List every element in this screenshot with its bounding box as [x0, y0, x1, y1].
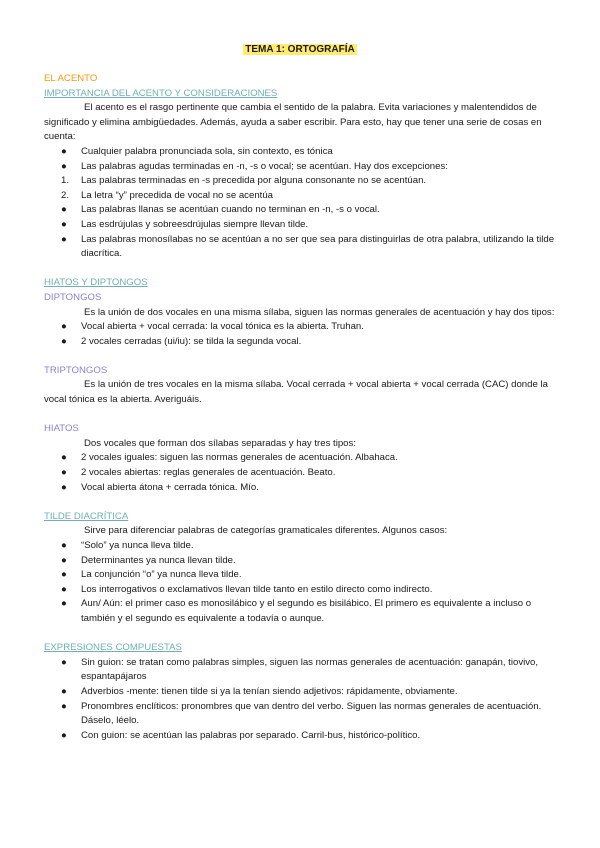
- section-heading-hiatos-diptongos: HIATOS Y DIPTONGOS: [44, 277, 148, 289]
- list-marker: ●: [61, 204, 67, 216]
- list-item: [44, 700, 559, 729]
- list-item-text: Las esdrújulas y sobreesdrújulas siempre llevan tilde.: [81, 218, 309, 230]
- list-marker: ●: [61, 218, 67, 230]
- list-item: [44, 656, 559, 685]
- list-item: [44, 451, 559, 466]
- list-item-text: Pronombres enclíticos: pronombres que van dentro del verbo. Siguen las normas generales de acentuación. Dáselo, léelo.: [81, 700, 542, 727]
- page-title: [0, 44, 600, 56]
- list-marker: ●: [61, 598, 67, 610]
- list-item: [44, 466, 559, 481]
- list-item: [44, 568, 559, 583]
- acento-list: [44, 145, 559, 262]
- list-item-text: Adverbios -mente: tienen tilde si ya la tenían siendo adjetivos: rápidamente, obviamente.: [81, 685, 458, 697]
- tilde-list: [44, 539, 559, 627]
- hiatos-list: [44, 451, 559, 495]
- list-item: [44, 203, 559, 218]
- list-item: [44, 729, 559, 744]
- list-item: [44, 160, 559, 175]
- list-item: [44, 539, 559, 554]
- list-item-text: Cualquier palabra pronunciada sola, sin contexto, es tónica: [81, 145, 333, 157]
- list-item-text: 2 vocales abiertas: reglas generales de acentuación. Beato.: [81, 467, 336, 479]
- list-marker: 2.: [61, 189, 70, 201]
- list-item: [44, 320, 559, 335]
- list-item: [44, 218, 559, 233]
- list-item-text: Las palabras agudas terminadas en -n, -s o vocal; se acentúan. Hay dos excepciones:: [81, 160, 448, 172]
- section-heading-tilde: TILDE DIACRÍTICA: [44, 510, 129, 522]
- triptongos-intro: Es la unión de tres vocales en la misma sílaba. Vocal cerrada + vocal abierta + vocal cerrada (CAC) donde la vocal tónica es la abierta. Averiguáis.: [44, 379, 548, 406]
- list-item-text: 2 vocales cerradas (ui/iu): se tilda la segunda vocal.: [81, 335, 302, 347]
- list-item-text: La conjunción “o” ya nunca lleva tilde.: [81, 569, 242, 581]
- list-item: [44, 233, 559, 262]
- list-item: [44, 174, 559, 189]
- section-heading-acento: EL ACENTO: [44, 73, 98, 84]
- list-marker: ●: [61, 685, 67, 697]
- list-item: [44, 145, 559, 160]
- list-item-text: Las palabras terminadas en -s precedida por alguna consonante no se acentúan.: [81, 175, 427, 187]
- list-marker: ●: [61, 481, 67, 493]
- list-item-text: Vocal abierta átona + cerrada tónica. Mío.: [81, 481, 259, 493]
- subheading-triptongos: TRIPTONGOS: [44, 364, 108, 376]
- list-item-text: Los interrogativos o exclamativos llevan tilde tanto en estilo directo como indirecto.: [81, 583, 433, 595]
- list-marker: ●: [61, 321, 67, 333]
- title-highlight: TEMA 1: ORTOGRAFÍA: [245, 44, 355, 55]
- document-body: [44, 72, 559, 743]
- list-marker: ●: [61, 700, 67, 712]
- list-item: [44, 481, 559, 496]
- list-marker: ●: [61, 160, 67, 172]
- list-item-text: Las palabras monosílabas no se acentúan a no ser que sea para distinguirlas de otra palabra, utilizando la tilde diacrítica.: [81, 233, 555, 260]
- list-marker: ●: [61, 540, 67, 551]
- list-item-text: Sin guion: se tratan como palabras simples, siguen las normas generales de acentuación: ganapán, tiovivo, espantapájaros: [81, 656, 539, 683]
- list-marker: ●: [61, 554, 67, 566]
- list-item-text: 2 vocales iguales: siguen las normas generales de acentuación. Albahaca.: [81, 452, 398, 464]
- list-marker: ●: [61, 335, 67, 347]
- list-item: [44, 335, 559, 350]
- list-item-text: “Solo” ya nunca lleva tilde.: [81, 540, 194, 551]
- list-item-text: Determinantes ya nunca llevan tilde.: [81, 554, 236, 566]
- list-marker: ●: [61, 233, 67, 245]
- list-marker: ●: [61, 452, 67, 464]
- subheading-importancia: IMPORTANCIA DEL ACENTO Y CONSIDERACIONES: [44, 87, 278, 99]
- list-item-text: Vocal abierta + vocal cerrada: la vocal tónica es la abierta. Truhan.: [81, 321, 364, 333]
- list-item: [44, 583, 559, 598]
- list-marker: ●: [61, 569, 67, 581]
- hiatos-intro: Dos vocales que forman dos sílabas separadas y hay tres tipos:: [84, 437, 356, 449]
- list-item-text: Las palabras llanas se acentúan cuando no terminan en -n, -s o vocal.: [81, 204, 380, 216]
- section-heading-compuestas: EXPRESIONES COMPUESTAS: [44, 642, 182, 654]
- list-marker: ●: [61, 467, 67, 479]
- list-marker: 1.: [61, 175, 70, 187]
- list-marker: ●: [61, 656, 67, 668]
- list-item-text: Con guion: se acentúan las palabras por separado. Carril-bus, histórico-político.: [81, 729, 421, 741]
- list-item: [44, 189, 559, 204]
- subheading-diptongos: DIPTONGOS: [44, 291, 102, 303]
- list-item-text: La letra “y” precedida de vocal no se acentúa: [81, 189, 273, 201]
- list-marker: ●: [61, 729, 67, 741]
- list-item: [44, 554, 559, 569]
- list-item: [44, 685, 559, 700]
- list-item-text: Aun/ Aún: el primer caso es monosilábico y el segundo es bisilábico. El primero es equivalente a incluso o también y el segundo es equivalente a todavía o aunque.: [81, 598, 532, 624]
- diptongos-list: [44, 320, 559, 349]
- list-marker: ●: [61, 583, 67, 595]
- diptongos-intro: Es la unión de dos vocales en una misma sílaba, siguen las normas generales de acentuación y hay dos tipos:: [84, 306, 555, 318]
- acento-intro: El acento es el rasgo pertinente que cambia el sentido de la palabra. Evita variaciones y malentendidos de significado y elimina ambigüedades. Además, ayuda a saber escribir. Para esto, hay que tener una serie de cosas en cuenta:: [44, 102, 542, 143]
- list-item: [44, 597, 559, 626]
- subheading-hiatos: HIATOS: [44, 423, 79, 435]
- tilde-intro: Sirve para diferenciar palabras de categorías gramaticales diferentes. Algunos casos:: [84, 525, 448, 537]
- list-marker: ●: [61, 145, 67, 157]
- compuestas-list: [44, 656, 559, 744]
